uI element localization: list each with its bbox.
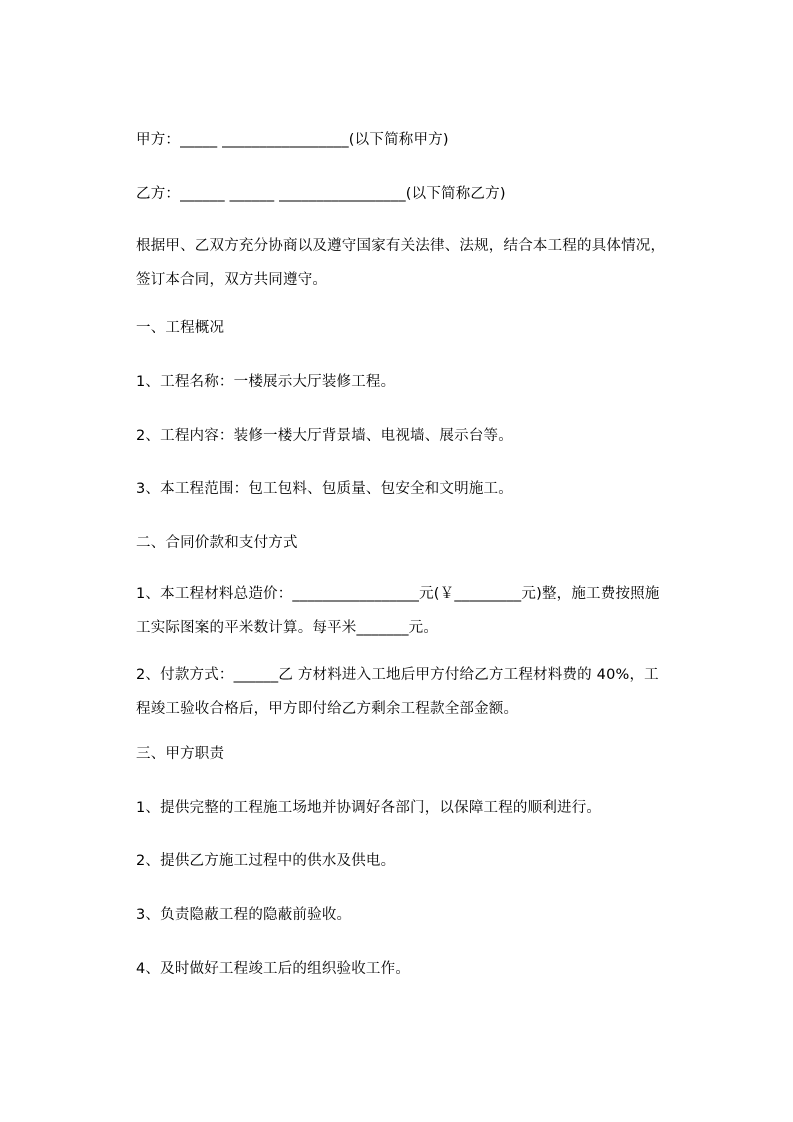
section-1-item-3: 3、本工程范围：包工包料、包质量、包安全和文明施工。: [136, 481, 513, 497]
party-b-line: 乙方：______ ______ _________________(以下简称乙方): [136, 186, 506, 202]
section-3-heading: 三、甲方职责: [136, 746, 225, 762]
section-3-item-2: 2、提供乙方施工过程中的供水及供电。: [136, 853, 396, 869]
section-2-item-2: [136, 658, 664, 726]
party-a-line: 甲方：_____ _________________(以下简称甲方): [136, 132, 449, 148]
intro-paragraph: [136, 229, 664, 297]
section-3-item-3: 3、负责隐蔽工程的隐蔽前验收。: [136, 907, 352, 923]
section-2-item-1-line-1: 1、本工程材料总造价：_________________元(￥_________元)整，施工费按照施: [136, 586, 660, 602]
section-2-item-1-line-2: 工实际图案的平米数计算。每平米_______元。: [136, 620, 439, 636]
section-1-item-2: 2、工程内容：装修一楼大厅背景墙、电视墙、展示台等。: [136, 428, 513, 444]
section-3-item-4: 4、及时做好工程竣工后的组织验收工作。: [136, 961, 411, 977]
section-3-item-1: 1、提供完整的工程施工场地并协调好各部门，以保障工程的顺利进行。: [136, 800, 602, 816]
section-2-item-2-line-1: 2、付款方式：______乙 方材料进入工地后甲方付给乙方工程材料费的 40%，工: [136, 667, 659, 683]
intro-line-1: 根据甲、乙双方充分协商以及遵守国家有关法律、法规，结合本工程的具体情况，: [136, 238, 666, 254]
section-2-item-2-line-2: 程竣工验收合格后，甲方即付给乙方剩余工程款全部金额。: [136, 701, 519, 717]
intro-line-2: 签订本合同，双方共同遵守。: [136, 272, 328, 288]
section-2-heading: 二、合同价款和支付方式: [136, 535, 298, 551]
section-1-heading: 一、工程概况: [136, 320, 225, 336]
section-2-item-1: [136, 577, 664, 645]
section-1-item-1: 1、工程名称：一楼展示大厅装修工程。: [136, 374, 396, 390]
